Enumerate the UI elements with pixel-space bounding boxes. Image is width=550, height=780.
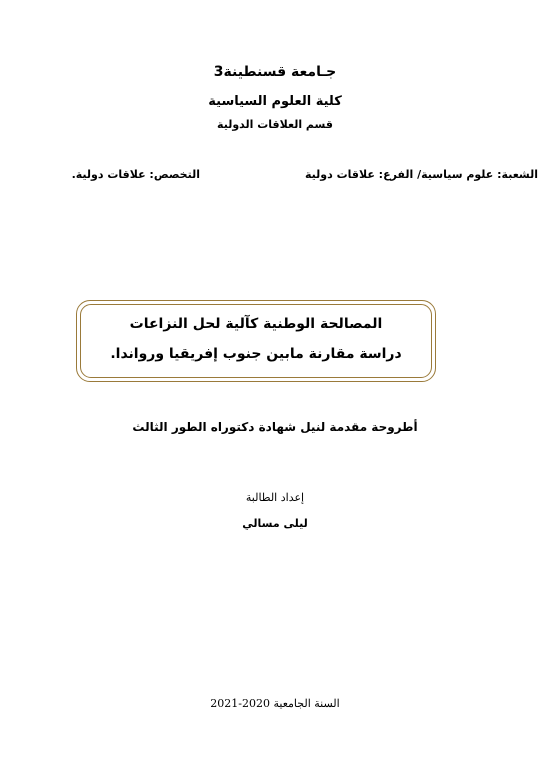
department-name: قسم العلاقات الدولية (217, 118, 333, 131)
author-name: ليلى مسالي (242, 517, 308, 530)
university-name: جـامعة قسنطينة3 (213, 64, 337, 80)
thesis-title-frame (76, 300, 436, 382)
branch-field: الشعبة: علوم سياسية/ الفرع: علاقات دولية (304, 168, 538, 181)
specialization-field: التخصص: علاقات دولية. (71, 168, 200, 181)
academic-year: السنة الجامعية 2020-2021 (210, 697, 340, 710)
thesis-description: أطروحة مقدمة لنيل شهادة دكتوراه الطور الثالث (132, 420, 418, 434)
thesis-title-line-1: المصالحة الوطنية كآلية لحل النزاعات (129, 316, 383, 332)
prepared-by-label: إعداد الطالبة (245, 491, 305, 504)
thesis-title-line-2: دراسة مقارنة مابين جنوب إفريقيا ورواندا. (110, 346, 402, 362)
faculty-name: كلية العلوم السياسية (208, 94, 342, 109)
